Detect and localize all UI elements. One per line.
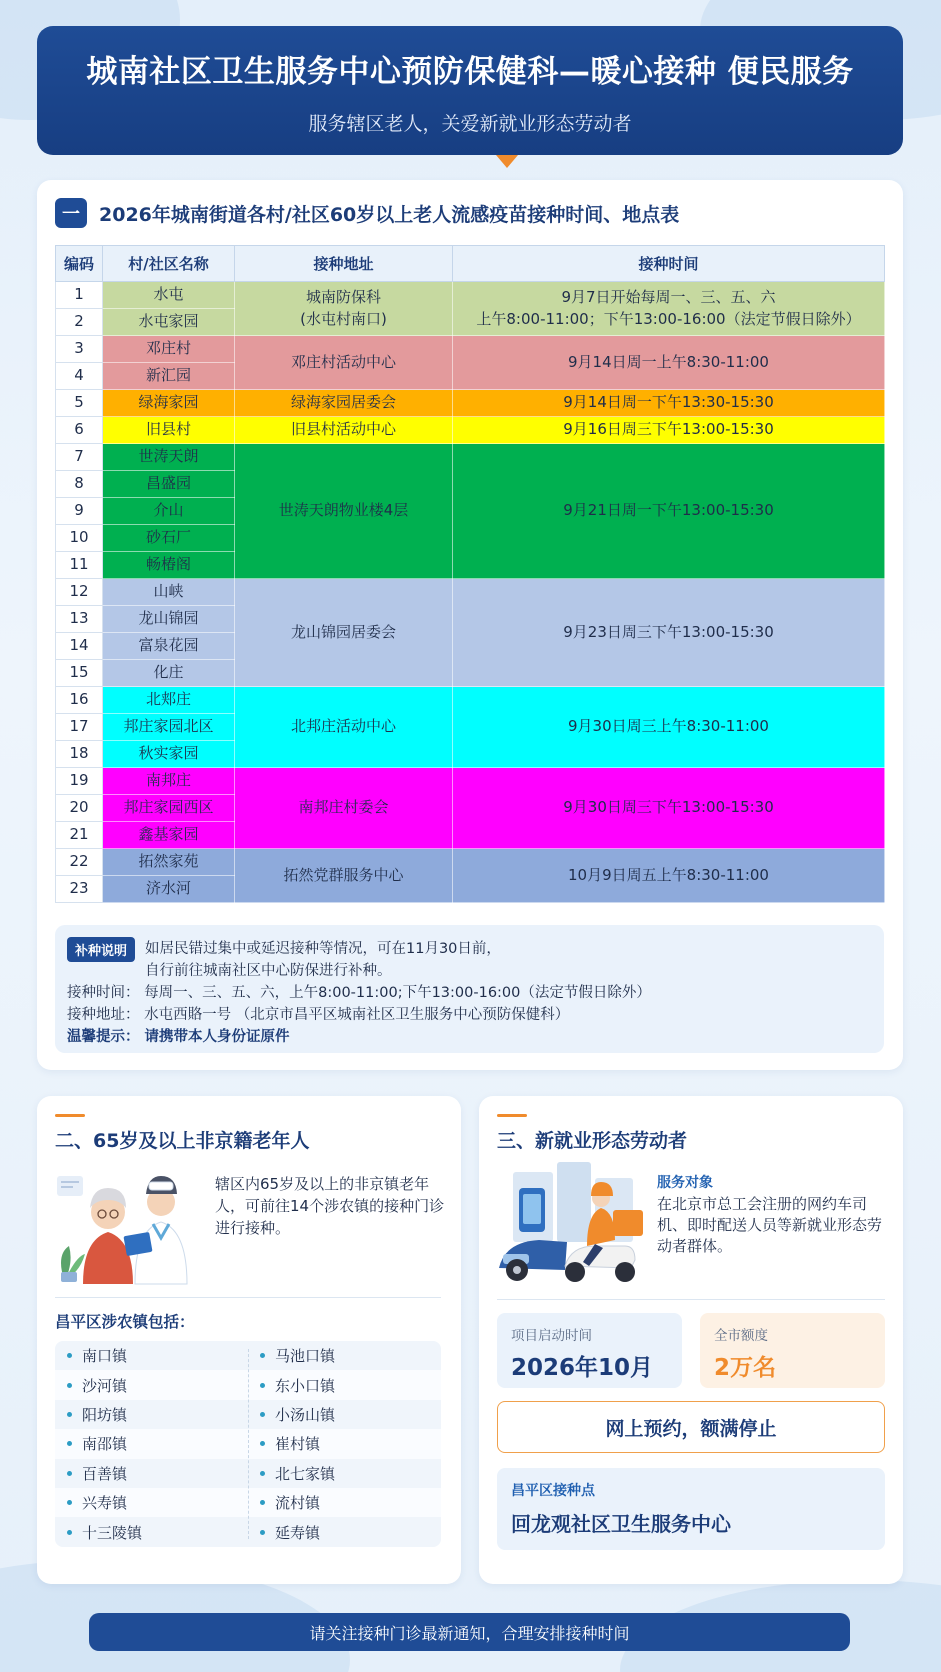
delivery-rider-illustration-icon [495, 1158, 655, 1290]
vaccination-time: 9月14日周一下午13:30-15:30 [453, 390, 885, 417]
note-tag: 补种说明 [67, 937, 135, 962]
bullet-icon [260, 1500, 265, 1505]
section-description: 辖区内65岁及以上的非京镇老年人，可前往14个涉农镇的接种门诊进行接种。 [215, 1175, 445, 1237]
row-number: 8 [56, 471, 103, 498]
community-name: 济水河 [103, 876, 235, 903]
town-name: 小汤山镇 [275, 1405, 336, 1424]
bullet-icon [67, 1383, 72, 1388]
pointer-arrow-icon [496, 155, 518, 168]
vaccination-address: 旧县村活动中心 [235, 417, 453, 444]
town-name: 南口镇 [82, 1347, 128, 1366]
stat-value: 2万名 [714, 1355, 777, 1381]
town-name: 北七家镇 [275, 1464, 336, 1483]
community-name: 邦庄家园北区 [103, 714, 235, 741]
bullet-icon [67, 1441, 72, 1446]
row-number: 1 [56, 282, 103, 309]
row-number: 2 [56, 309, 103, 336]
table-header-row [56, 246, 885, 282]
town-name: 十三陵镇 [82, 1523, 143, 1542]
site-label: 昌平区接种点 [511, 1483, 595, 1499]
accent-bar [55, 1114, 85, 1117]
table-row [56, 687, 885, 714]
vaccination-time: 9月30日周三下午13:00-15:30 [453, 768, 885, 849]
bullet-icon [67, 1412, 72, 1417]
town-name: 兴寿镇 [82, 1494, 128, 1513]
quota-stat [700, 1313, 885, 1388]
list-item [248, 1370, 441, 1399]
row-number: 5 [56, 390, 103, 417]
target-description: 在北京市总工会注册的网约车司机、即时配送人员等新就业形态劳动者群体。 [657, 1195, 883, 1255]
list-item [55, 1400, 248, 1429]
table-row [56, 849, 885, 876]
vaccination-address: 世涛天朗物业楼4层 [235, 444, 453, 579]
vaccination-time: 10月9日周五上午8:30-11:00 [453, 849, 885, 903]
list-item [55, 1517, 248, 1546]
header-banner [37, 26, 903, 155]
row-number: 12 [56, 579, 103, 606]
bullet-icon [260, 1441, 265, 1446]
list-item [248, 1429, 441, 1458]
vaccination-address: 拓然党群服务中心 [235, 849, 453, 903]
vaccination-time: 9月30日周三上午8:30-11:00 [453, 687, 885, 768]
bullet-icon [67, 1500, 72, 1505]
footer-notice: 请关注接种门诊最新通知，合理安排接种时间 [89, 1613, 850, 1651]
community-name: 昌盛园 [103, 471, 235, 498]
note-text: 自行前往城南社区中心防保进行补种。 [145, 963, 392, 979]
community-name: 北郏庄 [103, 687, 235, 714]
column-divider [248, 1349, 249, 1539]
community-name: 水屯 [103, 282, 235, 309]
list-item [55, 1341, 248, 1370]
community-name: 邦庄家园西区 [103, 795, 235, 822]
vaccination-site [497, 1468, 885, 1550]
vaccination-time: 9月7日开始每周一、三、五、六 上午8:00-11:00；下午13:00-16:00（法定节假日除外） [453, 282, 885, 336]
stat-value: 2026年10月 [511, 1355, 654, 1381]
row-number: 13 [56, 606, 103, 633]
vaccination-time: 9月23日周三下午13:00-15:30 [453, 579, 885, 687]
community-name: 鑫基家园 [103, 822, 235, 849]
page-title: 城南社区卫生服务中心预防保健科—暖心接种 便民服务 [86, 54, 854, 90]
town-name: 马池口镇 [275, 1347, 336, 1366]
town-name: 阳坊镇 [82, 1405, 128, 1424]
community-name: 世涛天朗 [103, 444, 235, 471]
online-booking-button[interactable]: 网上预约，额满停止 [497, 1401, 885, 1453]
community-name: 南邦庄 [103, 768, 235, 795]
table-row [56, 444, 885, 471]
divider [55, 1297, 441, 1298]
community-name: 新汇园 [103, 363, 235, 390]
vaccination-time: 9月16日周三下午13:00-15:30 [453, 417, 885, 444]
list-item [248, 1341, 441, 1370]
row-number: 11 [56, 552, 103, 579]
row-number: 22 [56, 849, 103, 876]
list-item [55, 1488, 248, 1517]
section-number-badge: 一 [55, 198, 87, 228]
note-text: 如居民错过集中或延迟接种等情况，可在11月30日前， [145, 941, 501, 957]
note-address: 接种地址： 水屯西賂一号 （北京市昌平区城南社区卫生服务中心预防保健科） [67, 1007, 570, 1023]
vaccination-address: 绿海家园居委会 [235, 390, 453, 417]
row-number: 17 [56, 714, 103, 741]
row-number: 3 [56, 336, 103, 363]
row-number: 18 [56, 741, 103, 768]
town-name: 流村镇 [275, 1494, 321, 1513]
non-beijing-elderly-card [37, 1096, 461, 1584]
bullet-icon [260, 1412, 265, 1417]
town-name: 南邵镇 [82, 1435, 128, 1454]
section-title: 三、新就业形态劳动者 [497, 1130, 688, 1152]
community-name: 化庄 [103, 660, 235, 687]
vaccination-schedule-card [37, 180, 903, 1070]
list-item [248, 1517, 441, 1546]
vaccination-address: 城南防保科 (水屯村南口) [235, 282, 453, 336]
town-name: 崔村镇 [275, 1435, 321, 1454]
bullet-icon [260, 1383, 265, 1388]
accent-bar [497, 1114, 527, 1117]
stat-label: 项目启动时间 [511, 1328, 592, 1344]
table-row [56, 336, 885, 363]
row-number: 15 [56, 660, 103, 687]
note-warning: 温馨提示： 请携带本人身份证原件 [67, 1029, 290, 1045]
column-header: 编码 [56, 246, 103, 282]
town-list-heading: 昌平区涉农镇包括： [55, 1313, 195, 1331]
town-name: 东小口镇 [275, 1376, 336, 1395]
list-item [55, 1459, 248, 1488]
bullet-icon [260, 1353, 265, 1358]
row-number: 14 [56, 633, 103, 660]
list-item [248, 1400, 441, 1429]
town-name: 百善镇 [82, 1464, 128, 1483]
list-item [55, 1370, 248, 1399]
vaccination-address: 南邦庄村委会 [235, 768, 453, 849]
vaccination-time: 9月21日周一下午13:00-15:30 [453, 444, 885, 579]
divider [497, 1299, 885, 1300]
town-name: 沙河镇 [82, 1376, 128, 1395]
row-number: 7 [56, 444, 103, 471]
schedule-table [55, 245, 885, 903]
list-item [248, 1459, 441, 1488]
target-label: 服务对象 [657, 1175, 713, 1191]
community-name: 龙山锦园 [103, 606, 235, 633]
column-header: 接种时间 [453, 246, 885, 282]
column-header: 接种地址 [235, 246, 453, 282]
start-time-stat [497, 1313, 682, 1388]
town-list [55, 1341, 441, 1547]
community-name: 邓庄村 [103, 336, 235, 363]
community-name: 水屯家园 [103, 309, 235, 336]
row-number: 23 [56, 876, 103, 903]
row-number: 4 [56, 363, 103, 390]
row-number: 16 [56, 687, 103, 714]
list-item [248, 1488, 441, 1517]
community-name: 砂石厂 [103, 525, 235, 552]
community-name: 畅椿阁 [103, 552, 235, 579]
column-header: 村/社区名称 [103, 246, 235, 282]
row-number: 19 [56, 768, 103, 795]
page-subtitle: 服务辖区老人，关爱新就业形态劳动者 [308, 113, 632, 135]
row-number: 9 [56, 498, 103, 525]
community-name: 介山 [103, 498, 235, 525]
new-employment-workers-card [479, 1096, 903, 1584]
bullet-icon [260, 1471, 265, 1476]
table-row [56, 417, 885, 444]
elderly-nurse-illustration-icon [53, 1164, 203, 1286]
vaccination-address: 邓庄村活动中心 [235, 336, 453, 390]
table-row [56, 579, 885, 606]
community-name: 拓然家苑 [103, 849, 235, 876]
town-name: 延寿镇 [275, 1523, 321, 1542]
section-heading [55, 196, 679, 230]
community-name: 山峡 [103, 579, 235, 606]
community-name: 旧县村 [103, 417, 235, 444]
row-number: 21 [56, 822, 103, 849]
bullet-icon [67, 1353, 72, 1358]
supplementary-note [55, 925, 884, 1053]
stat-label: 全市额度 [714, 1328, 768, 1344]
bullet-icon [67, 1471, 72, 1476]
table-row [56, 768, 885, 795]
site-name: 回龙观社区卫生服务中心 [511, 1512, 731, 1536]
community-name: 富泉花园 [103, 633, 235, 660]
vaccination-time: 9月14日周一上午8:30-11:00 [453, 336, 885, 390]
community-name: 秋实家园 [103, 741, 235, 768]
section-title: 二、65岁及以上非京籍老年人 [55, 1130, 310, 1152]
section-title: 2026年城南街道各村/社区60岁以上老人流感疫苗接种时间、地点表 [99, 203, 680, 226]
row-number: 6 [56, 417, 103, 444]
row-number: 20 [56, 795, 103, 822]
note-time: 接种时间： 每周一、三、五、六，上午8:00-11:00;下午13:00-16:00（法定节假日除外） [67, 985, 651, 1001]
bullet-icon [260, 1530, 265, 1535]
table-row [56, 390, 885, 417]
bullet-icon [67, 1530, 72, 1535]
community-name: 绿海家园 [103, 390, 235, 417]
row-number: 10 [56, 525, 103, 552]
vaccination-address: 北邦庄活动中心 [235, 687, 453, 768]
list-item [55, 1429, 248, 1458]
table-row [56, 282, 885, 309]
vaccination-address: 龙山锦园居委会 [235, 579, 453, 687]
